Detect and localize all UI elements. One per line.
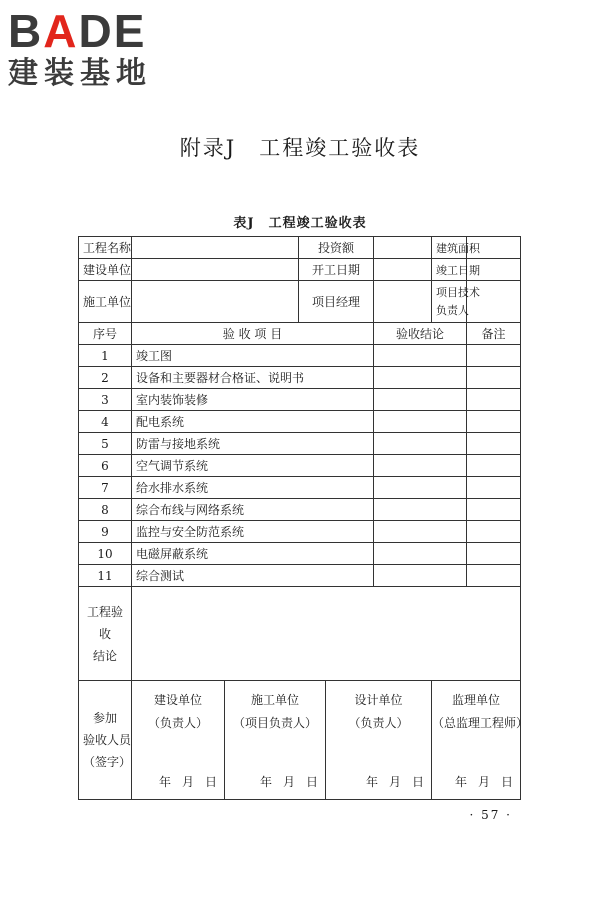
tech-lead-label-line2: 负责人 bbox=[436, 303, 470, 317]
header-row-1 bbox=[79, 237, 521, 259]
item-result-field[interactable] bbox=[374, 521, 467, 543]
item-remark-field[interactable] bbox=[467, 411, 521, 433]
item-result-field[interactable] bbox=[374, 543, 467, 565]
signature-unit-role: （负责人） bbox=[348, 716, 409, 730]
contractor-label: 施工单位 bbox=[79, 281, 132, 323]
date-year: 年 bbox=[259, 775, 273, 789]
signature-block-design[interactable] bbox=[326, 681, 432, 800]
construction-unit-label: 建设单位 bbox=[79, 259, 132, 281]
signature-unit-title: 设计单位 bbox=[354, 693, 403, 707]
date-day: 日 bbox=[412, 775, 426, 789]
logo-wordmark bbox=[8, 6, 178, 56]
item-number: 7 bbox=[79, 477, 132, 499]
table-row bbox=[79, 565, 521, 587]
item-number: 9 bbox=[79, 521, 132, 543]
item-name: 电磁屏蔽系统 bbox=[132, 543, 374, 565]
signature-block-supervision[interactable] bbox=[432, 681, 529, 800]
table-row bbox=[79, 543, 521, 565]
investment-field[interactable] bbox=[374, 237, 432, 259]
signature-unit-title: 施工单位 bbox=[250, 693, 299, 707]
item-number: 2 bbox=[79, 367, 132, 389]
table-row bbox=[79, 411, 521, 433]
item-name: 空气调节系统 bbox=[132, 455, 374, 477]
table-row bbox=[79, 477, 521, 499]
item-name: 防雷与接地系统 bbox=[132, 433, 374, 455]
header-row-3 bbox=[79, 281, 521, 323]
construction-unit-field[interactable] bbox=[132, 259, 299, 281]
signature-unit-role: （负责人） bbox=[147, 716, 208, 730]
item-result-field[interactable] bbox=[374, 565, 467, 587]
item-number: 6 bbox=[79, 455, 132, 477]
contractor-field[interactable] bbox=[132, 281, 299, 323]
date-day: 日 bbox=[305, 775, 319, 789]
tech-lead-label-line1: 项目技术 bbox=[436, 285, 481, 299]
item-remark-field[interactable] bbox=[467, 565, 521, 587]
date-month: 月 bbox=[282, 775, 296, 789]
project-manager-label: 项目经理 bbox=[299, 281, 374, 323]
item-name: 综合测试 bbox=[132, 565, 374, 587]
signature-date bbox=[250, 773, 319, 790]
date-month: 月 bbox=[181, 775, 195, 789]
item-remark-field[interactable] bbox=[467, 345, 521, 367]
acceptance-form-table bbox=[78, 236, 529, 800]
item-result-field[interactable] bbox=[374, 367, 467, 389]
item-remark-field[interactable] bbox=[467, 477, 521, 499]
signature-unit-role: （项目负责人） bbox=[232, 716, 317, 730]
signature-unit-title: 监理单位 bbox=[452, 693, 501, 707]
item-result-field[interactable] bbox=[374, 477, 467, 499]
participants-row bbox=[79, 681, 521, 800]
item-result-field[interactable] bbox=[374, 455, 467, 477]
tech-lead-label bbox=[432, 281, 481, 323]
header-row-2 bbox=[79, 259, 521, 281]
appendix-title: 附录J 工程竣工验收表 bbox=[179, 136, 421, 160]
conclusion-label-line2: 结论 bbox=[92, 648, 117, 663]
item-number: 1 bbox=[79, 345, 132, 367]
item-remark-field[interactable] bbox=[467, 499, 521, 521]
table-row bbox=[79, 345, 521, 367]
signature-date bbox=[445, 773, 514, 790]
conclusion-row bbox=[79, 587, 521, 681]
date-year: 年 bbox=[365, 775, 379, 789]
item-remark-field[interactable] bbox=[467, 367, 521, 389]
participants-label-line2: 验收人员 bbox=[83, 733, 132, 747]
table-row bbox=[79, 433, 521, 455]
project-manager-field[interactable] bbox=[374, 281, 432, 323]
logo-letter: B bbox=[8, 5, 44, 57]
signature-unit-role: （总监理工程师） bbox=[432, 716, 529, 730]
item-name: 设备和主要器材合格证、说明书 bbox=[132, 367, 374, 389]
signature-block-contractor[interactable] bbox=[225, 681, 326, 800]
start-date-label: 开工日期 bbox=[299, 259, 374, 281]
item-name: 监控与安全防范系统 bbox=[132, 521, 374, 543]
item-number: 3 bbox=[79, 389, 132, 411]
signature-unit-title: 建设单位 bbox=[153, 693, 202, 707]
item-result-field[interactable] bbox=[374, 411, 467, 433]
table-row bbox=[79, 455, 521, 477]
conclusion-label bbox=[79, 587, 132, 681]
item-result-field[interactable] bbox=[374, 345, 467, 367]
remark-header: 备注 bbox=[467, 323, 521, 345]
item-number: 11 bbox=[79, 565, 132, 587]
table-row bbox=[79, 499, 521, 521]
item-result-field[interactable] bbox=[374, 499, 467, 521]
item-number: 5 bbox=[79, 433, 132, 455]
date-month: 月 bbox=[477, 775, 491, 789]
date-day: 日 bbox=[204, 775, 218, 789]
page-number: · 57 · bbox=[469, 808, 512, 822]
signature-block-construction[interactable] bbox=[132, 681, 225, 800]
project-name-label: 工程名称 bbox=[79, 237, 132, 259]
seq-header: 序号 bbox=[79, 323, 132, 345]
logo bbox=[8, 6, 178, 92]
start-date-field[interactable] bbox=[374, 259, 432, 281]
logo-letter-accent: A bbox=[43, 5, 79, 57]
signature-date bbox=[356, 773, 425, 790]
signature-date bbox=[149, 773, 218, 790]
table-row bbox=[79, 389, 521, 411]
date-year: 年 bbox=[454, 775, 468, 789]
floor-area-label: 建筑面积 bbox=[432, 237, 467, 259]
date-month: 月 bbox=[388, 775, 402, 789]
table-title: 表J 工程竣工验收表 bbox=[233, 216, 367, 231]
item-header: 验 收 项 目 bbox=[132, 323, 374, 345]
date-year: 年 bbox=[158, 775, 172, 789]
date-day: 日 bbox=[501, 775, 515, 789]
project-name-field[interactable] bbox=[132, 237, 299, 259]
item-remark-field[interactable] bbox=[467, 521, 521, 543]
participants-label bbox=[79, 681, 132, 800]
table-row bbox=[79, 521, 521, 543]
item-number: 10 bbox=[79, 543, 132, 565]
item-remark-field[interactable] bbox=[467, 455, 521, 477]
item-result-field[interactable] bbox=[374, 433, 467, 455]
conclusion-field[interactable] bbox=[132, 587, 521, 681]
result-header: 验收结论 bbox=[374, 323, 467, 345]
investment-label: 投资额 bbox=[299, 237, 374, 259]
item-remark-field[interactable] bbox=[467, 433, 521, 455]
participants-label-line3: （签字） bbox=[83, 755, 132, 769]
logo-subtitle: 建装基地 bbox=[8, 56, 152, 91]
item-name: 竣工图 bbox=[132, 345, 374, 367]
item-name: 给水排水系统 bbox=[132, 477, 374, 499]
table-row bbox=[79, 367, 521, 389]
item-number: 8 bbox=[79, 499, 132, 521]
item-result-field[interactable] bbox=[374, 389, 467, 411]
completion-date-label: 竣工日期 bbox=[432, 259, 467, 281]
column-header-row bbox=[79, 323, 521, 345]
item-number: 4 bbox=[79, 411, 132, 433]
conclusion-label-line1: 工程验收 bbox=[86, 604, 123, 641]
participants-label-line1: 参加 bbox=[92, 711, 117, 725]
item-remark-field[interactable] bbox=[467, 389, 521, 411]
logo-letters: DE bbox=[78, 5, 147, 57]
item-name: 综合布线与网络系统 bbox=[132, 499, 374, 521]
item-name: 配电系统 bbox=[132, 411, 374, 433]
item-remark-field[interactable] bbox=[467, 543, 521, 565]
item-name: 室内装饰装修 bbox=[132, 389, 374, 411]
